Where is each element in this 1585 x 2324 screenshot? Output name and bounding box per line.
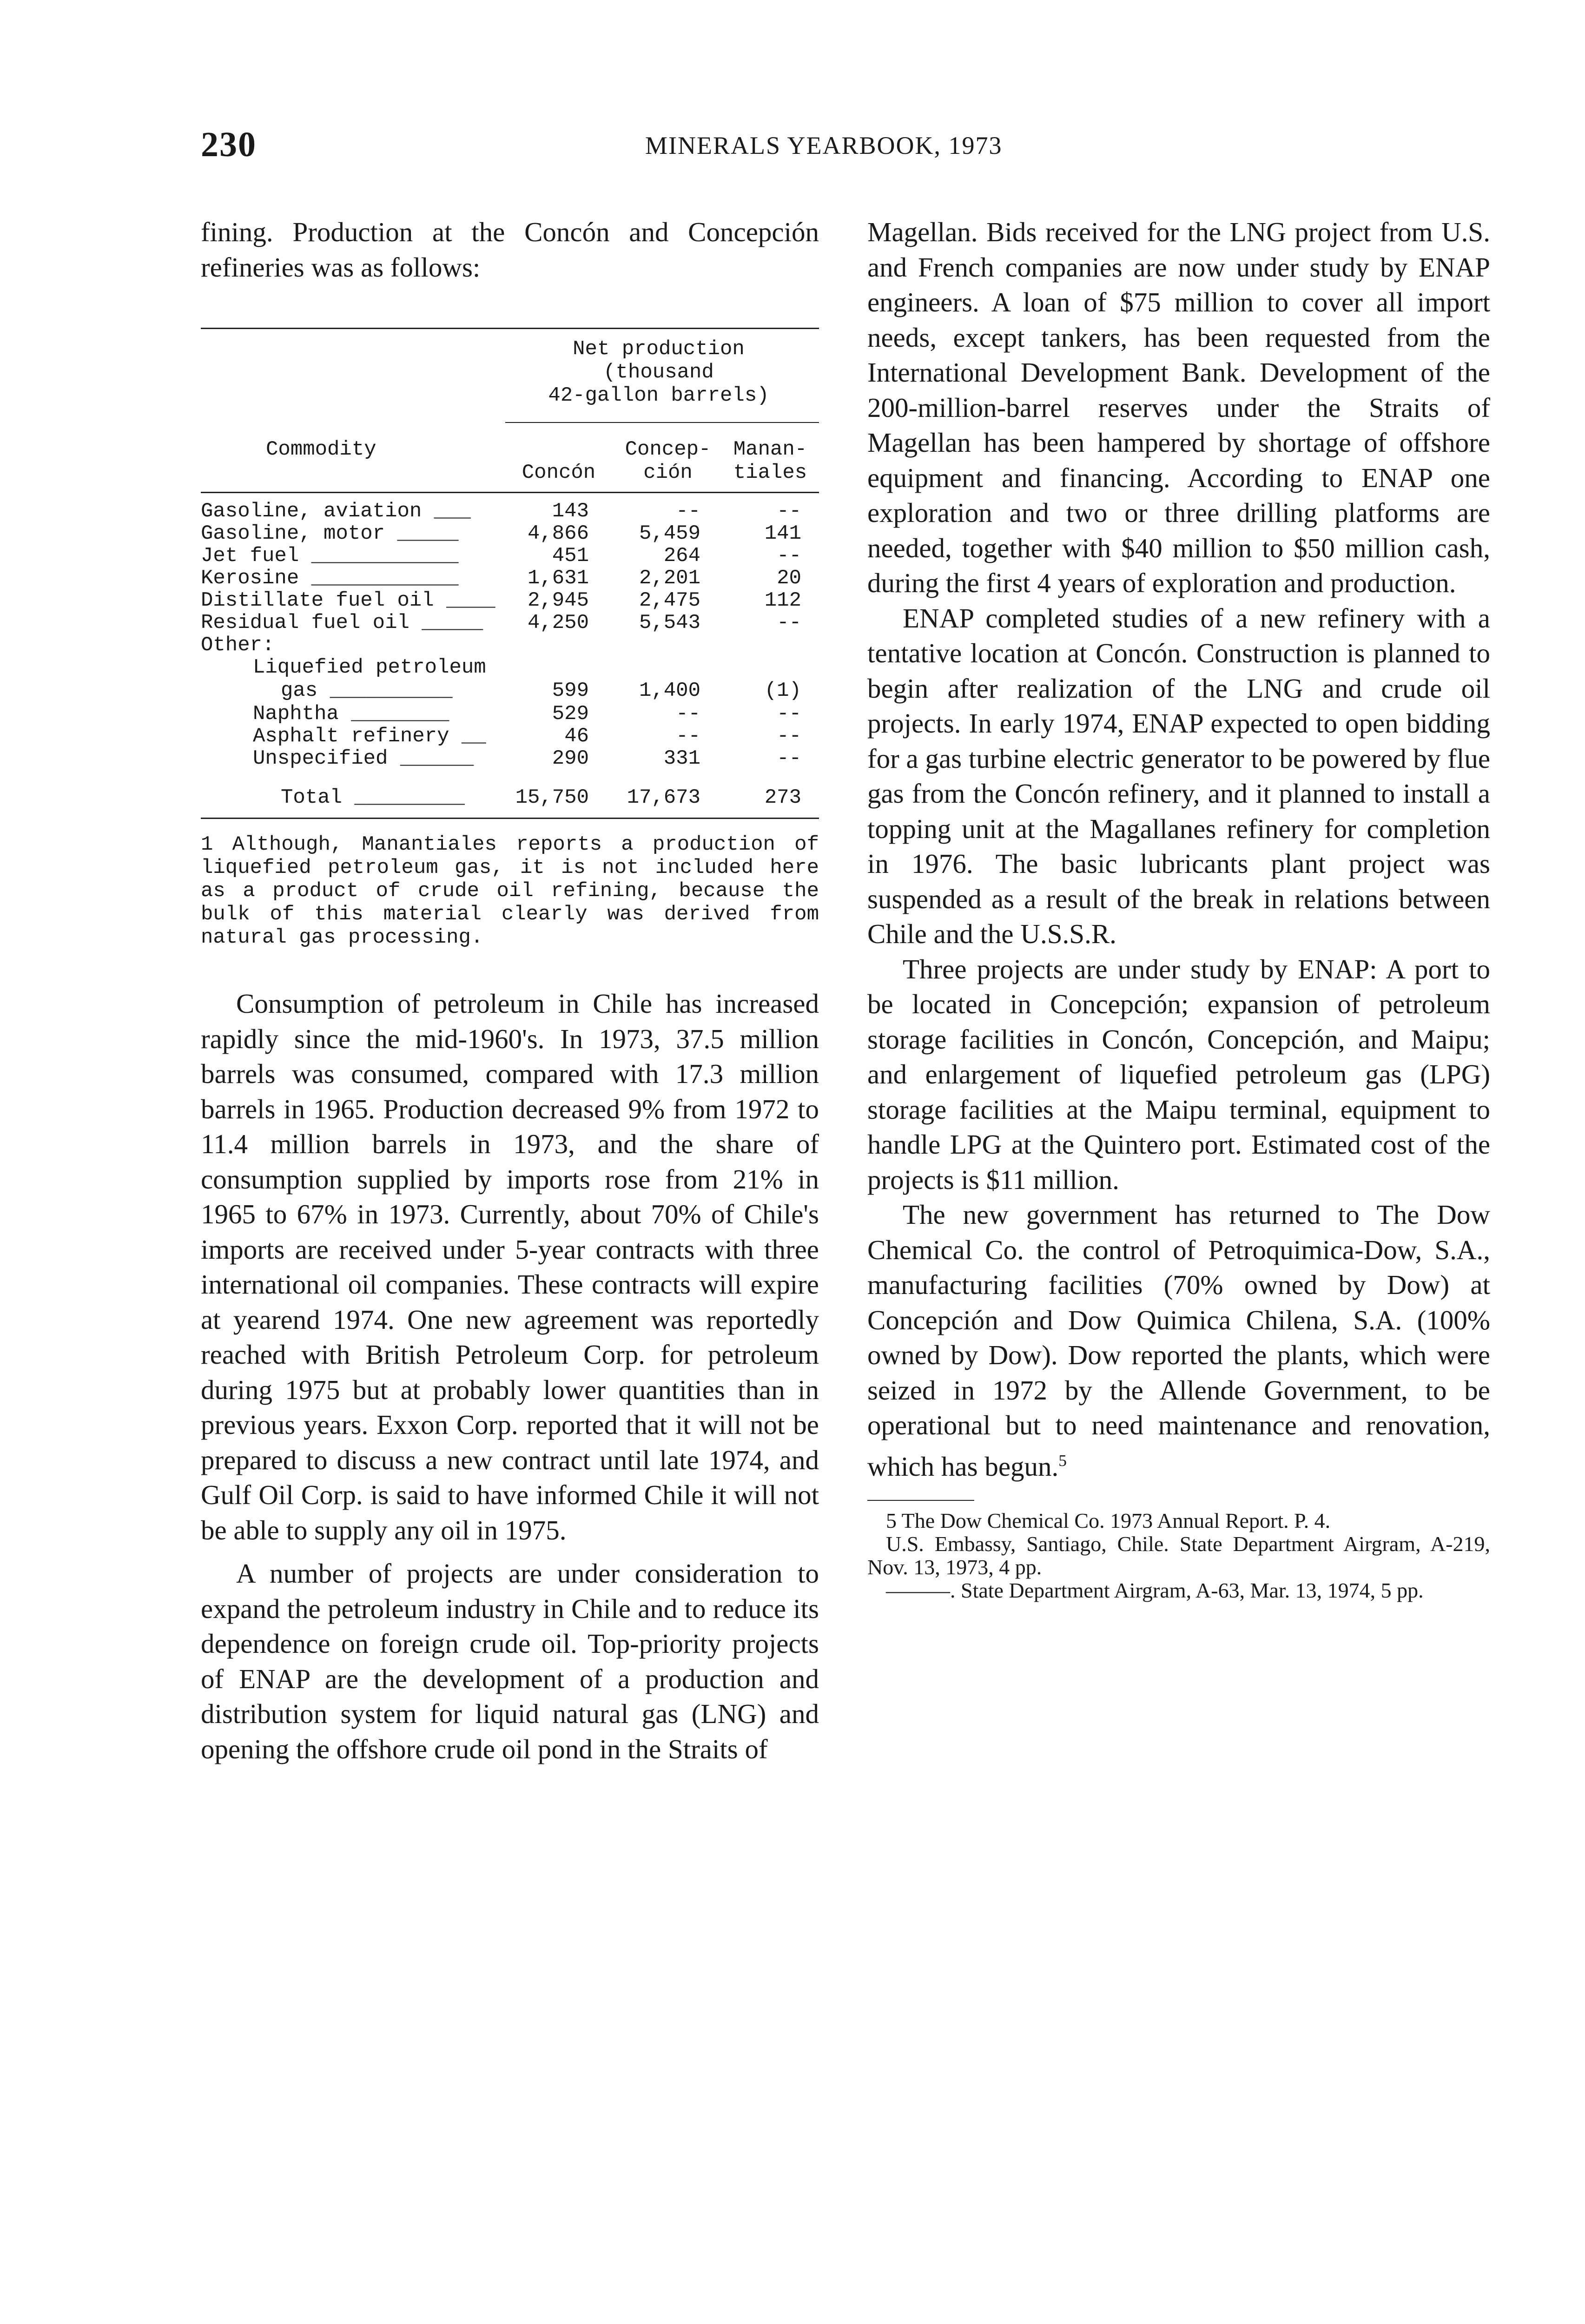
total-concepcion: 17,673 [627, 786, 700, 809]
cell-concepcion: 5,459 [639, 522, 700, 545]
magellan-paragraph: Magellan. Bids received for the LNG project from U.S. and French companies are now under study by ENAP engineers. A loan of $75 million to cover all import needs, except tankers, has been requested from the International Development Bank. Development of the 200-million-barrel reserves under the Straits of Magellan has been hampered by shortage of offshore equipment and financing. According to ENAP one exploration and two or three drilling platforms are needed, together with $40 million to $50 million cash, during the first 4 years of exploration and production. [867, 217, 1490, 598]
concepcion-header [610, 438, 726, 484]
cell-concon: 4,250 [527, 611, 589, 634]
refinery-paragraph: ENAP completed studies of a new refinery with a tentative location at Concón. Construction is planned to begin after realization of the LNG and crude oil projects. In early 1974, ENAP expected to open bidding for a gas turbine electric generator to be powered by flue gas from the Concón refinery, and it planned to install a topping unit at the Magallanes refinery for completion in 1976. The basic lubricants plant project was suspended as a result of the break in relations between Chile and the U.S.S.R. [867, 602, 1491, 949]
table-row [201, 544, 819, 567]
table-row [201, 702, 819, 725]
cell-concon: 1,631 [527, 567, 589, 590]
row-label: Liquefied petroleum [253, 656, 486, 679]
header-line: tiales [733, 461, 807, 484]
cell-concon: 529 [552, 702, 589, 726]
group-header-line: (thousand [603, 361, 714, 384]
commodity-header: Commodity [266, 438, 376, 461]
footnote: 5 The Dow Chemical Co. 1973 Annual Report. P. 4. [886, 1509, 1331, 1533]
footnote: U.S. Embassy, Santiago, Chile. State Department Airgram, A-219, Nov. 13, 1973, 4 pp. [867, 1532, 1490, 1579]
row-label: Other: [201, 634, 275, 657]
table-row [201, 589, 819, 611]
dow-paragraph-text: The new government has returned to The Dow Chemical Co. the control of Petroquimica-Dow, S.A., manufacturing facilities (70% owned by Dow) at Concepción and Dow Quimica Chilena, S.A. (100% owned by Dow). Dow reported the plants, which were seized in 1972 by the Allende Government, to be operational but to need maintenance and renovation, which has begun. [867, 1199, 1490, 1482]
table-header [201, 329, 819, 492]
total-manantiales: 273 [764, 786, 801, 809]
cell-manantiales: -- [777, 611, 801, 634]
total-concon: 15,750 [515, 786, 589, 809]
page-number: 230 [201, 125, 257, 164]
manantiales-header [721, 438, 819, 484]
table-row [201, 747, 819, 769]
table-row [201, 522, 819, 544]
table-row [201, 725, 819, 747]
cell-manantiales: -- [777, 702, 801, 726]
row-label: Unspecified ______ [253, 747, 474, 770]
cell-concon: 451 [552, 544, 589, 568]
cell-manantiales: (1) [764, 679, 801, 702]
cell-concon: 143 [552, 500, 589, 523]
right-column [867, 215, 1490, 1602]
footnote-ref: 5 [1058, 1451, 1067, 1470]
production-table [201, 328, 819, 949]
page-header [201, 125, 1033, 171]
header-line: Manan- [733, 438, 807, 461]
cell-manantiales: -- [777, 725, 801, 748]
projects-paragraph: A number of projects are under consideration to expand the petroleum industry in Chile and to reduce its dependence on foreign crude oil. Top-priority projects of ENAP are the development of a production and distribution system for liquid natural gas (LNG) and opening the offshore crude oil pond in the Straits of [201, 1558, 819, 1764]
table-bottom-rule [201, 818, 819, 819]
cell-concepcion: 1,400 [639, 679, 700, 702]
cell-concon: 46 [564, 725, 589, 748]
total-row [201, 773, 819, 818]
footnote-rule [867, 1500, 974, 1501]
row-label: Kerosine ____________ [201, 567, 459, 590]
cell-manantiales: -- [777, 500, 801, 523]
left-column [201, 215, 819, 1767]
group-header-rule [505, 422, 819, 423]
cell-manantiales: 141 [764, 522, 801, 545]
table-row [201, 679, 819, 702]
running-head: MINERALS YEARBOOK, 1973 [645, 132, 1003, 159]
row-label: gas __________ [281, 679, 453, 702]
group-header-line: Net production [573, 337, 745, 361]
row-label: Jet fuel ____________ [201, 544, 459, 568]
cell-concon: 2,945 [527, 589, 589, 612]
row-label: Gasoline, motor _____ [201, 522, 459, 545]
cell-concepcion: 2,475 [639, 589, 700, 612]
header-line: Concep- [625, 438, 711, 461]
cell-manantiales: 112 [764, 589, 801, 612]
cell-concepcion: -- [676, 500, 700, 523]
table-body [201, 493, 819, 773]
cell-concepcion: 5,543 [639, 611, 700, 634]
enap-projects-paragraph: Three projects are under study by ENAP: A port to be located in Concepción; expansion of petroleum storage facilities in Concón, Concepción, and Maipu; and enlargement of liquefied petroleum gas (LPG) storage facilities at the Maipu terminal, equipment to handle LPG at the Quintero port. Estimated cost of the projects is $11 million. [867, 953, 1490, 1195]
dow-paragraph [867, 1197, 1490, 1484]
cell-manantiales: 20 [777, 567, 801, 590]
concon-header: Concón [522, 461, 596, 484]
consumption-paragraph: Consumption of petroleum in Chile has increased rapidly since the mid-1960's. In 1973, 37.5 million barrels was consumed, compared with 17.3 million barrels in 1965. Production decreased 9% from 1972 to 11.4 million barrels in 1973, and the share of consumption supplied by imports rose from 21% in 1965 to 67% in 1973. Currently, about 70% of Chile's imports are received under 5-year contracts with three international oil companies. These contracts will expire at yearend 1974. One new agreement was reportedly reached with British Petroleum Corp. for petroleum during 1975 but at probably lower quantities than in previous years. Exxon Corp. reported that it will not be prepared to discuss a new contract until late 1974, and Gulf Oil Corp. is said to have informed Chile it will not be able to supply any oil in 1975. [201, 988, 819, 1545]
table-row [201, 567, 819, 589]
row-label: Residual fuel oil _____ [201, 611, 483, 634]
cell-concepcion: 2,201 [639, 567, 700, 590]
table-row [201, 611, 819, 634]
row-label: Gasoline, aviation ___ [201, 500, 471, 523]
row-label: Naphtha ________ [253, 702, 449, 726]
cell-manantiales: -- [777, 747, 801, 770]
header-line: ción [643, 461, 693, 484]
group-header-line: 42-gallon barrels) [548, 384, 769, 407]
table-row [201, 500, 819, 522]
row-label: Distillate fuel oil ____ [201, 589, 495, 612]
group-header [498, 337, 819, 407]
footnote: ———. State Department Airgram, A-63, Mar. 13, 1974, 5 pp. [886, 1578, 1424, 1603]
table-footnote: 1 Although, Manantiales reports a production of liquefied petroleum gas, it is not included here as a product of crude oil refining, because the bulk of this material clearly was derived from natural gas processing. [201, 833, 819, 949]
cell-concon: 599 [552, 679, 589, 702]
cell-concepcion: -- [676, 702, 700, 726]
table-row [201, 634, 819, 656]
total-label: Total _________ [281, 786, 465, 809]
row-label: Asphalt refinery __ [253, 725, 486, 748]
cell-concepcion: -- [676, 725, 700, 748]
cell-manantiales: -- [777, 544, 801, 568]
intro-paragraph: fining. Production at the Concón and Concepción refineries was as follows: [201, 217, 819, 283]
cell-concon: 290 [552, 747, 589, 770]
table-row [201, 656, 819, 679]
cell-concepcion: 331 [663, 747, 700, 770]
cell-concepcion: 264 [663, 544, 700, 568]
cell-concon: 4,866 [527, 522, 589, 545]
